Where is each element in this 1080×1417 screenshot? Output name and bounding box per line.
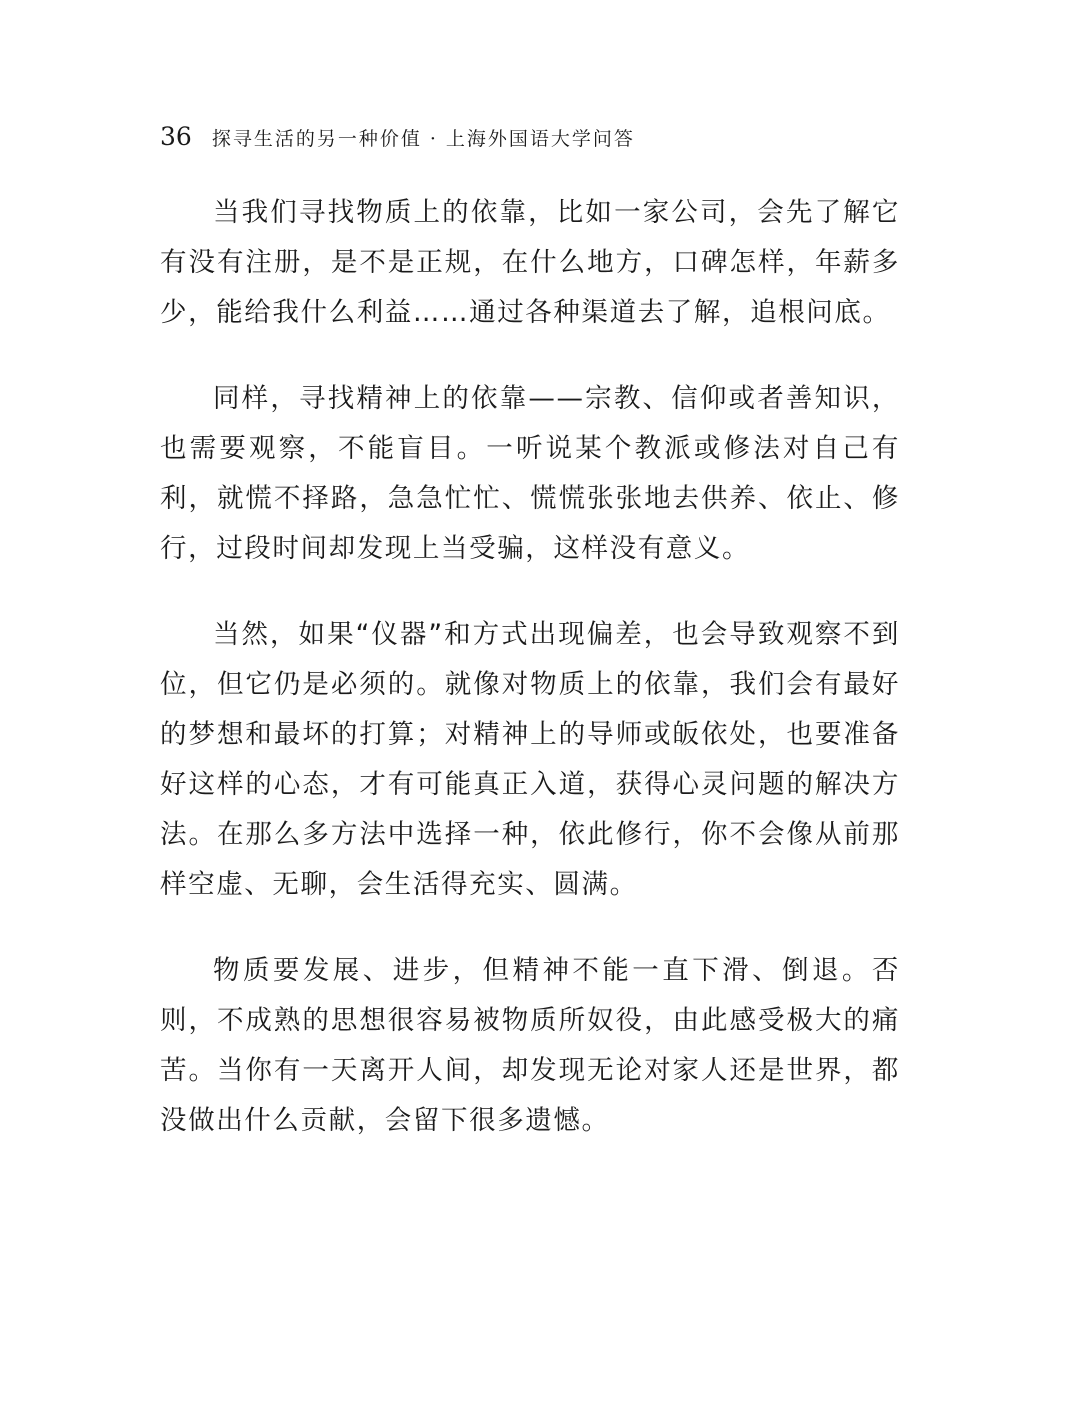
body-text: [160, 188, 900, 1182]
page-number: 36: [160, 122, 192, 151]
running-header: [160, 122, 635, 151]
paragraph-3: 当然，如果“仪器”和方式出现偏差，也会导致观察不到位，但它仍是必须的。就像对物质上的依靠，我们会有最好的梦想和最坏的打算；对精神上的导师或皈依处，也要准备好这样的心态，才有可能真正入道，获得心灵问题的解决方法。在那么多方法中选择一种，依此修行，你不会像从前那样空虚、无聊，会生活得充实、圆满。: [160, 619, 900, 900]
paragraph-1: 当我们寻找物质上的依靠，比如一家公司，会先了解它有没有注册，是不是正规，在什么地方，口碑怎样，年薪多少，能给我什么利益……通过各种渠道去了解，追根问底。: [160, 197, 900, 328]
paragraph-4: 物质要发展、进步，但精神不能一直下滑、倒退。否则，不成熟的思想很容易被物质所奴役，由此感受极大的痛苦。当你有一天离开人间，却发现无论对家人还是世界，都没做出什么贡献，会留下很多遗憾。: [160, 955, 900, 1136]
paragraph-2: 同样，寻找精神上的依靠——宗教、信仰或者善知识，也需要观察，不能盲目。一听说某个教派或修法对自己有利，就慌不择路，急急忙忙、慌慌张张地去供养、依止、修行，过段时间却发现上当受骗，这样没有意义。: [160, 383, 900, 564]
book-title: 探寻生活的另一种价值 · 上海外国语大学问答: [211, 128, 635, 150]
